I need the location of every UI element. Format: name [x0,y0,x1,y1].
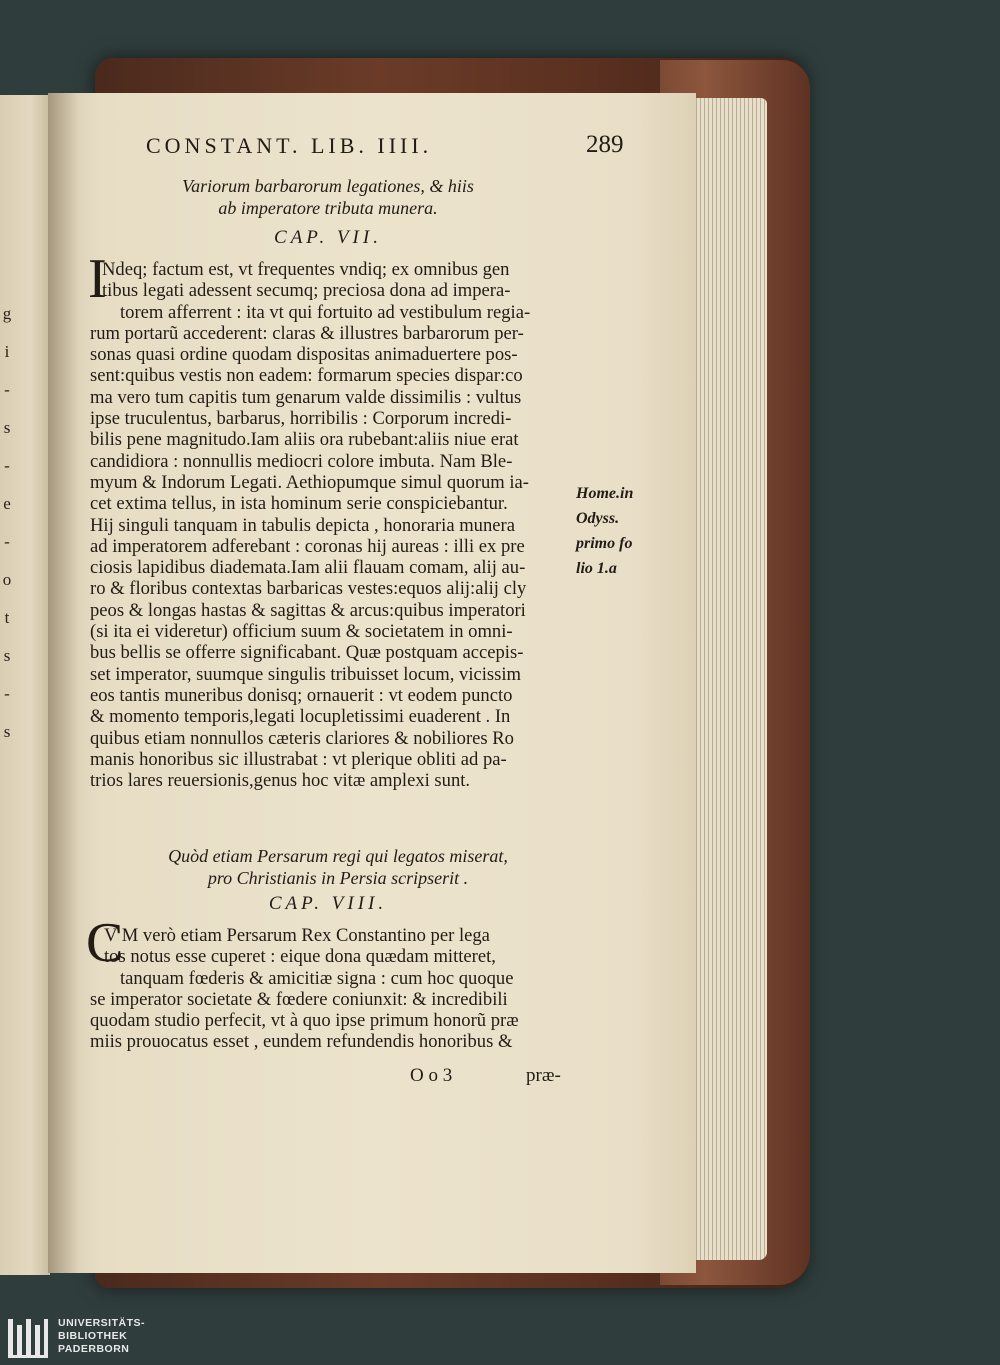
left-page-fragment: o [2,570,12,589]
left-page-fragment: s [3,722,11,741]
chapter7-line: Ndeq; factum est, vt frequentes vndiq; ex omnibus gen [102,259,510,280]
library-logo [2,1315,146,1363]
left-page-fragment: e [3,494,11,513]
chapter-7-title-line-2: ab imperatore tributa munera. [218,198,438,218]
chapter7-line: manis honoribus sic illustrabat : vt plerique obliti ad pa- [90,748,507,770]
library-emblem-icon [6,1317,50,1359]
chapter7-line: ipse truculentus, barbarus, horribilis : Corporum incredi- [90,408,512,430]
gutter-shadow [48,93,78,1273]
page-edges [685,98,767,1260]
chapter-7-heading [148,175,508,219]
chapter7-line: peos & longas hastas & sagittas & arcus:quibus imperatori [90,599,526,621]
chapter7-line: set imperator, suumque singulis tribuisset locum, vicissim [90,663,522,685]
chapter-8-heading [118,845,558,889]
chapter7-line: bus bellis se offerre significabant. Quæ postquam accepis- [90,642,524,664]
left-page-fragment: - [4,684,10,703]
chapter7-line: ciosis lapidibus diademata.Iam alii flauam comam, alij au- [90,557,526,579]
chapter7-line: Hij singuli tanquam in tabulis depicta , honoraria munera [90,514,515,536]
left-page-fragment: - [4,380,10,399]
chapter8-line: se imperator societate & fœdere coniunxit: & incredibili [90,988,508,1010]
left-page-fragment: i [4,342,10,361]
chapter8-line: tos notus esse cuperet : eique dona quædam mitteret, [104,946,496,968]
left-page-fragment: - [4,456,10,475]
page-289 [48,93,696,1273]
chapter-8-dropcap: C [86,912,124,974]
chapter7-line: trios lares reuersionis,genus hoc vitæ amplexi sunt. [90,770,471,792]
left-page-fragment: s [3,418,11,437]
marginal-note-line: primo fo [576,535,633,552]
chapter7-line: cet extima tellus, in ista hominum serie conspiciebantur. [90,493,508,515]
chapter7-line: candidiora : nonnullis mediocri colore imbuta. Nam Ble- [90,450,513,472]
marginal-note-line: Home.in [576,485,634,502]
chapter7-line: torem afferrent : ita vt qui fortuito ad vestibulum regia- [120,301,531,323]
running-head-title: CONSTANT. LIB. IIII. [146,133,433,158]
chapter7-line: sent:quibus vestis non eadem: formarum species dispar:co [90,365,523,387]
library-name-line-2: BIBLIOTHEK [58,1330,128,1342]
library-name [58,1317,145,1356]
chapter7-line: bilis pene magnitudo.Iam aliis ora rubebant:aliis niue erat [90,429,519,451]
chapter7-line: ro & floribus contextas barbaricas vestes:equos alij:alij cly [90,578,527,600]
signature-mark: O o 3 [410,1065,453,1086]
chapter-8-title-line-1: Quòd etiam Persarum regi qui legatos miserat, [168,846,508,866]
page-number: 289 [586,131,624,158]
chapter8-line: V M verò etiam Persarum Rex Constantino per lega [104,925,490,946]
chapter7-line: (si ita ei videretur) officium suum & societatem in omni- [90,621,513,643]
chapter7-line: myum & Indorum Legati. Aethiopumque simul quorum ia- [90,471,529,493]
chapter-8-cap-label: CAP. VIII. [268,893,388,914]
chapter7-line: ma vero tum capitis tum genarum valde dissimilis : vultus [90,386,522,408]
left-page-fragment: t [4,608,10,627]
chapter-7-cap-label: CAP. VII. [274,227,382,248]
running-head [146,131,624,165]
chapter7-line: rum portarũ accederent: claras & illustres barbarorum per- [90,322,524,344]
chapter-7-dropcap: I [88,248,107,310]
left-page-text-fragments [0,295,14,751]
left-page-fragment: - [4,532,10,551]
left-facing-page [0,95,50,1275]
chapter7-line: eos tantis muneribus donisq; ornauerit : vt eodem puncto [90,684,513,706]
chapter7-line: ad imperatorem adferebant : coronas hij aureas : illi ex pre [90,535,525,557]
left-page-fragment: s [3,646,11,665]
marginal-note-line: lio 1.a [576,560,617,577]
chapter8-line: tanquam fœderis & amicitiæ signa : cum hoc quoque [120,967,514,989]
chapter8-line: quodam studio perfecit, vt à quo ipse primum honorũ præ [90,1010,519,1032]
chapter-7-body [90,259,570,791]
chapter7-line: & momento temporis,legati locupletissimi euaderent . In [90,706,511,728]
chapter-8-title-line-2: pro Christianis in Persia scripserit . [207,868,469,888]
chapter7-line: quibus etiam nonnullos cæteris clariores & nobiliores Ro [90,727,514,749]
chapter8-line: miis prouocatus esset , eundem refundendis honoribus & [90,1031,513,1053]
chapter-8-body [90,925,570,1053]
library-name-line-1: UNIVERSITÄTS- [58,1317,146,1329]
chapter7-line: tibus legati adessent secumq; preciosa dona ad impera- [102,280,511,302]
library-name-line-3: PADERBORN [58,1343,130,1355]
catchword: præ- [526,1065,561,1086]
left-page-fragment: g [2,304,12,323]
chapter7-line: sonas quasi ordine quodam dispositas animaduertere pos- [90,344,518,366]
marginal-note [576,481,656,581]
chapter-7-title-line-1: Variorum barbarorum legationes, & hiis [182,176,474,196]
marginal-note-line: Odyss. [576,510,620,527]
